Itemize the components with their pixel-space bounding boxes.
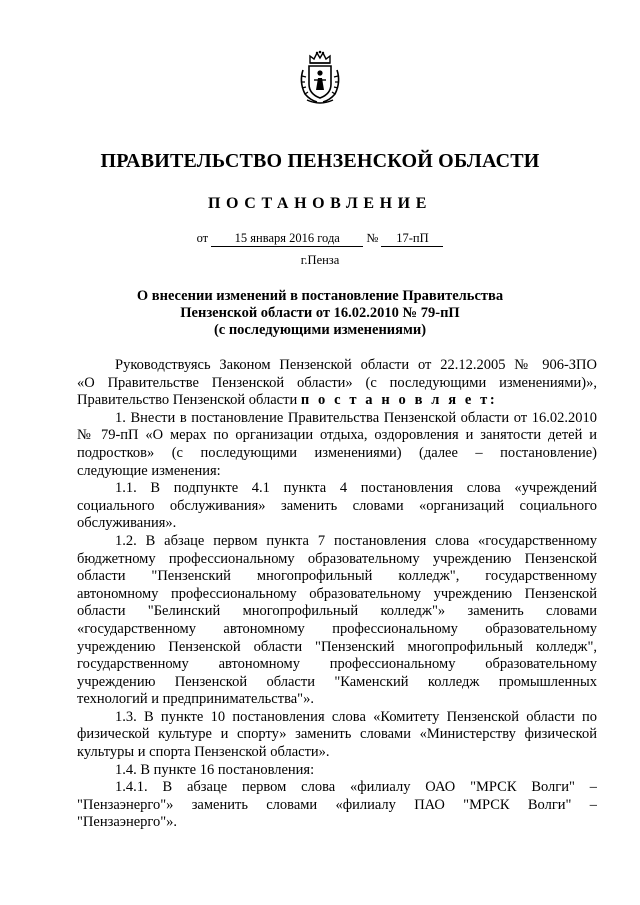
- city-label: г.Пенза: [300, 253, 340, 267]
- penza-coat-of-arms-icon: [297, 50, 343, 104]
- item1-2-line: автономному профессиональному образовательному учреждению Пензенской: [77, 585, 597, 602]
- item1-2-line: бюджетному профессиональному образовательному учреждению Пензенской: [77, 550, 597, 567]
- date-number-line: [0, 231, 640, 247]
- document-date: 15 января 2016 года: [211, 231, 363, 247]
- number-prefix: №: [366, 231, 379, 245]
- resolves-text: п о с т а н о в л я е т:: [300, 392, 498, 409]
- item1-4-1-line: "Пензаэнерго"».: [77, 814, 178, 831]
- item1-2-line: технологий и предпринимательства"».: [77, 691, 314, 708]
- subject-line: О внесении изменений в постановление Правительства: [136, 288, 504, 304]
- subject-line: Пензенской области от 16.02.2010 № 79-пП: [180, 305, 460, 321]
- item1-2-line: 1.2. В абзаце первом пункта 7 постановления слова «государственному: [115, 532, 597, 549]
- item1-2-line: государственному автономному профессиональному образовательному: [77, 656, 597, 673]
- government-title: ПРАВИТЕЛЬСТВО ПЕНЗЕНСКОЙ ОБЛАСТИ: [100, 150, 540, 172]
- item1-2-line: учреждению Пензенской области "Пензенский многопрофильный колледж",: [77, 638, 597, 655]
- item1-line: 1. Внести в постановление Правительства Пензенской области от 16.02.2010: [115, 409, 597, 426]
- item1-1-line: 1.1. В подпункте 4.1 пункта 4 постановления слова «учреждений: [115, 480, 597, 497]
- item1-2-line: «государственному автономному профессиональному образовательному: [77, 620, 597, 637]
- intro-line: «О Правительстве Пензенской области» (с последующими изменениями)»,: [77, 374, 597, 391]
- intro-line: [77, 392, 597, 410]
- intro-last-text: Правительство Пензенской области: [77, 392, 298, 409]
- intro-line: Руководствуясь Законом Пензенской области от 22.12.2005 № 906-ЗПО: [115, 357, 597, 373]
- item1-2-line: области "Белинский многопрофильный колледж"» заменить словами: [77, 603, 597, 620]
- item1-2-line: области "Пензенский многопрофильный колледж", государственному: [77, 568, 597, 585]
- item1-4-1-line: 1.4.1. В абзаце первом слова «филиалу ОАО "МРСК Волги" –: [115, 779, 597, 796]
- document-number: 17-пП: [381, 231, 443, 247]
- item1-1-line: обслуживания».: [77, 515, 177, 532]
- item1-line: № 79-пП «О мерах по организации отдыха, оздоровления и занятости детей и: [77, 427, 597, 444]
- subject-line: (с последующими изменениями): [213, 322, 427, 338]
- document-type-title: ПОСТАНОВЛЕНИЕ: [208, 195, 432, 212]
- document-subject: [0, 288, 640, 339]
- document-body: [77, 357, 597, 832]
- item1-4-line: 1.4. В пункте 16 постановления:: [115, 761, 315, 778]
- item1-line: подростков» (с последующими изменениями) (далее – постановление): [77, 444, 597, 461]
- item1-3-line: физической культуре и спорту» заменить словами «Министерству физической: [77, 726, 597, 743]
- item1-3-line: 1.3. В пункте 10 постановления слова «Комитету Пензенской области по: [115, 708, 597, 725]
- item1-2-line: учреждению Пензенской области "Каменский колледж промышленных: [77, 673, 597, 690]
- item1-3-line: культуры и спорта Пензенской области».: [77, 744, 330, 761]
- item1-4-1-line: "Пензаэнерго"» заменить словами «филиалу ПАО "МРСК Волги" –: [77, 796, 597, 813]
- item1-1-line: социального обслуживания» заменить словами «организаций социального: [77, 497, 597, 514]
- date-prefix: от: [196, 231, 209, 245]
- item1-line: следующие изменения:: [77, 462, 221, 479]
